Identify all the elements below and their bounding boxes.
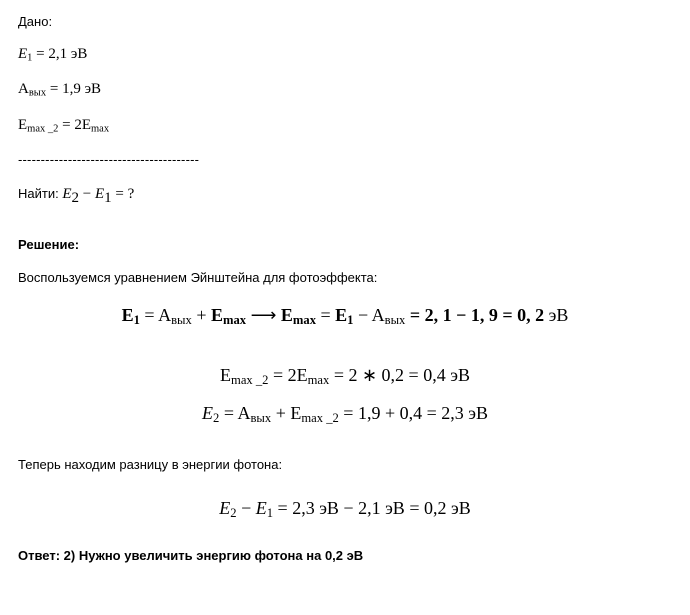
e2-calculation: $E_2 = A_{вых} + E_{max \_2} = 1,9 + 0,4 = 2,3$ эВ xyxy=(202,403,488,426)
divider: ---------------------------------------- xyxy=(18,152,200,167)
solution-intro: Воспользуемся уравнением Эйнштейна для фотоэффекта: xyxy=(18,270,378,285)
given-emax2: $E_{max \_2} = 2E_{max}$ xyxy=(18,117,110,135)
find-line: Найти: $E_2 - E_1$ = ? xyxy=(18,186,135,206)
emax2-calculation: $E_{max \_2} = 2E_{max} = 2$ ∗ 0,2 = 0,4 эВ xyxy=(220,365,470,388)
given-work-function: $A_{вых} = 1,9$ эВ xyxy=(18,81,102,99)
einstein-equation: $E_1 = A_{вых} + E_{max}$ ⟶ $E_{max} = E_1 - A_{вых} = 2$, 1 − 1, 9 = 0, 2 эВ xyxy=(121,305,569,328)
difference-calculation: $E_2 - E_1 = 2,3$ эВ − 2,1 эВ = 0,2 эВ xyxy=(219,498,471,521)
given-heading: Дано: xyxy=(18,14,53,29)
given-e1: $E_1 = 2,1$ эВ xyxy=(18,46,88,64)
solution-heading: Решение: xyxy=(18,237,80,252)
answer-line: Ответ: 2) Нужно увеличить энергию фотона на 0,2 эВ xyxy=(18,548,364,563)
difference-intro: Теперь находим разницу в энергии фотона: xyxy=(18,457,283,472)
